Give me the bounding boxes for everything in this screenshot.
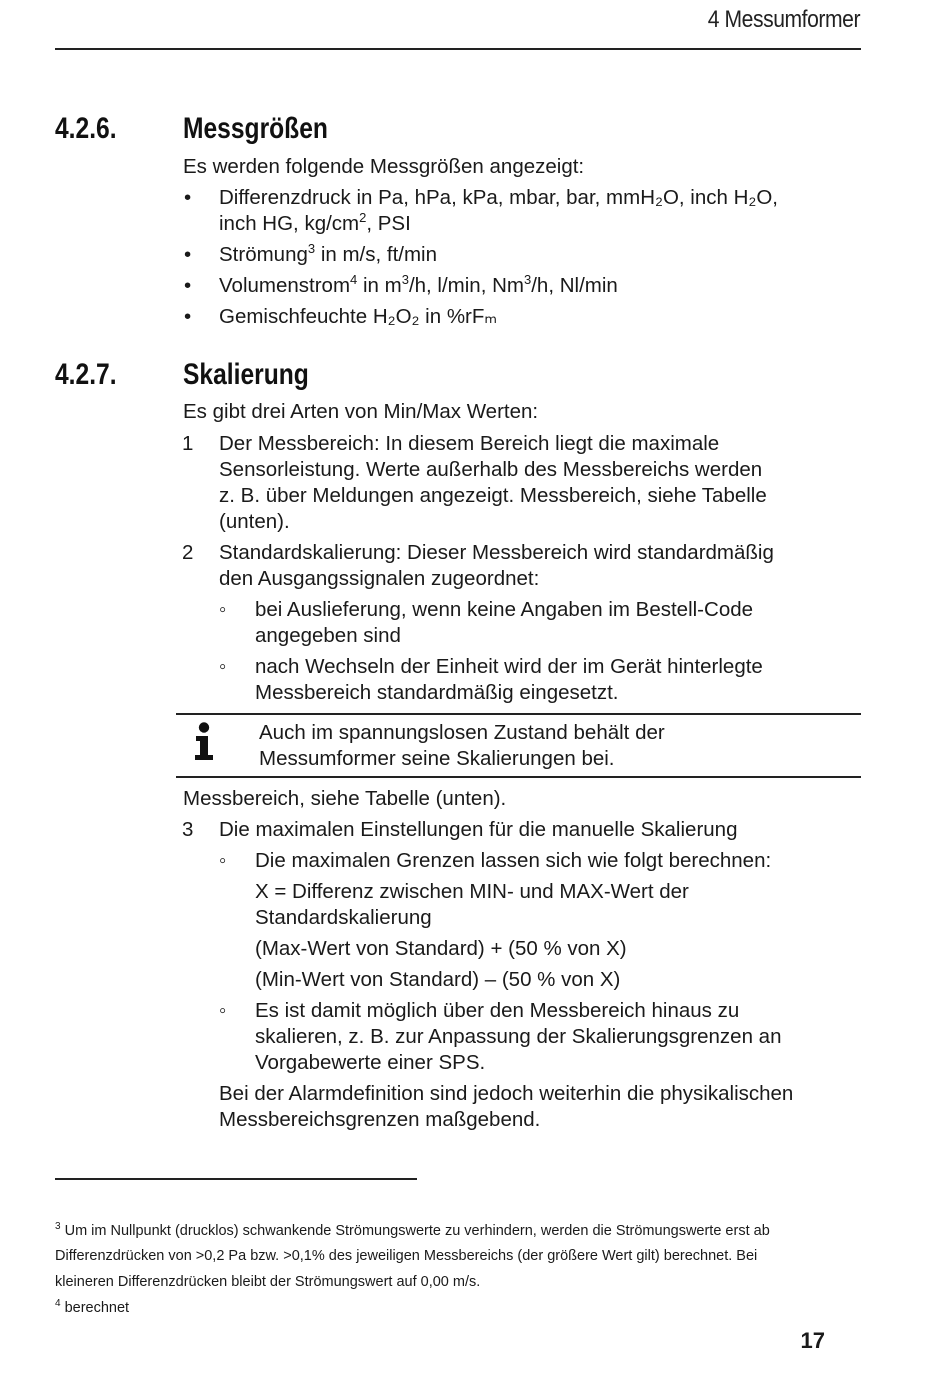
sub-item-einheit: nach Wechseln der Einheit wird der im Gerät hinterlegte <box>255 655 763 678</box>
sub-bullet: ◦ <box>219 655 227 678</box>
formula-max: (Max-Wert von Standard) + (50 % von X) <box>255 937 627 960</box>
sub-item-einheit-line: Messbereich standardmäßig eingesetzt. <box>255 681 619 704</box>
paragraph-messbereich-line: Sensorleistung. Werte außerhalb des Messbereichs werden <box>219 458 763 481</box>
info-icon <box>192 722 218 762</box>
list-number-1: 1 <box>182 432 194 455</box>
paragraph-standardskalierung: Standardskalierung: Dieser Messbereich wird standardmäßig <box>219 541 774 564</box>
section-number-426: 4.2.6. <box>55 112 117 145</box>
sub-item-hinaus: Es ist damit möglich über den Messbereich hinaus zu <box>255 999 740 1022</box>
section-title-426: Messgrößen <box>183 112 328 145</box>
info-box-top-rule <box>176 713 861 715</box>
paragraph-manuelle-skalierung: Die maximalen Einstellungen für die manuelle Skalierung <box>219 818 738 841</box>
bullet: • <box>184 186 192 209</box>
sub-bullet: ◦ <box>219 849 227 872</box>
list-item-stroemung: Strömung$^3$ in m/s, ft/min <box>219 241 438 266</box>
sub-item-hinaus-line: Vorgabewerte einer SPS. <box>255 1051 486 1074</box>
list-number-3: 3 <box>182 818 194 841</box>
formula-x: X = Differenz zwischen MIN- und MAX-Wert der <box>255 880 689 903</box>
formula-min: (Min-Wert von Standard) – (50 % von X) <box>255 968 621 991</box>
paragraph-messbereich-line: (unten). <box>219 510 290 533</box>
paragraph-alarmdefinition: Bei der Alarmdefinition sind jedoch weiterhin die physikalischen <box>219 1082 794 1105</box>
running-header: 4 Messumformer <box>707 6 860 33</box>
formula-x-line: Standardskalierung <box>255 906 432 929</box>
bullet: • <box>184 305 192 328</box>
list-item-gemischfeuchte: Gemischfeuchte H₂O₂ in %rFₘ <box>219 305 498 328</box>
section-title-427: Skalierung <box>183 358 309 391</box>
paragraph-messbereich-line: z. B. über Meldungen angezeigt. Messbereich, siehe Tabelle <box>219 484 767 507</box>
sub-bullet: ◦ <box>219 598 227 621</box>
paragraph-standardskalierung-line: den Ausgangssignalen zugeordnet: <box>219 567 540 590</box>
footnote-4: $^4$ berechnet <box>55 1298 130 1316</box>
page-number: 17 <box>800 1328 825 1353</box>
list-number-2: 2 <box>182 541 194 564</box>
footnote-3: $^3$ Um im Nullpunkt (drucklos) schwankende Strömungswerte zu verhindern, werden die Strömungswerte erst ab <box>55 1221 770 1239</box>
header-rule <box>55 48 861 50</box>
list-item-volumenstrom: Volumenstrom$^4$ in $m^3/h$, l/min, Nm$^3$/h, Nl/min <box>219 272 618 297</box>
paragraph-alarmdefinition-line: Messbereichsgrenzen maßgebend. <box>219 1108 541 1131</box>
list-item-differenzdruck-cont: inch HG, $kg/cm^2$, PSI <box>219 210 411 235</box>
sub-item-auslieferung-line: angegeben sind <box>255 624 401 647</box>
section-number-427: 4.2.7. <box>55 358 117 391</box>
footnote-3-line: kleineren Differenzdrücken bleibt der Strömungswert auf 0,00 m/s. <box>55 1274 481 1290</box>
paragraph-messbereich: Der Messbereich: In diesem Bereich liegt die maximale <box>219 432 720 455</box>
info-text: Auch im spannungslosen Zustand behält der <box>259 721 665 744</box>
bullet: • <box>184 243 192 266</box>
footnote-rule <box>55 1178 417 1180</box>
info-box-bottom-rule <box>176 776 861 778</box>
sub-bullet: ◦ <box>219 999 227 1022</box>
bullet: • <box>184 274 192 297</box>
sub-item-hinaus-line: skalieren, z. B. zur Anpassung der Skalierungsgrenzen an <box>255 1025 782 1048</box>
section-426-intro: Es werden folgende Messgrößen angezeigt: <box>183 155 585 178</box>
paragraph-after-info: Messbereich, siehe Tabelle (unten). <box>183 787 507 810</box>
footnote-3-line: Differenzdrücken von >0,2 Pa bzw. >0,1% des jeweiligen Messbereichs (der größere Wert gilt) berechnet. Bei <box>55 1248 758 1264</box>
section-427-intro: Es gibt drei Arten von Min/Max Werten: <box>183 400 539 423</box>
sub-item-grenzen: Die maximalen Grenzen lassen sich wie folgt berechnen: <box>255 849 772 872</box>
list-item-differenzdruck: Differenzdruck in Pa, hPa, kPa, mbar, bar, mmH₂O, inch H₂O, <box>219 186 778 209</box>
sub-item-auslieferung: bei Auslieferung, wenn keine Angaben im Bestell-Code <box>255 598 754 621</box>
info-text-line: Messumformer seine Skalierungen bei. <box>259 747 615 770</box>
